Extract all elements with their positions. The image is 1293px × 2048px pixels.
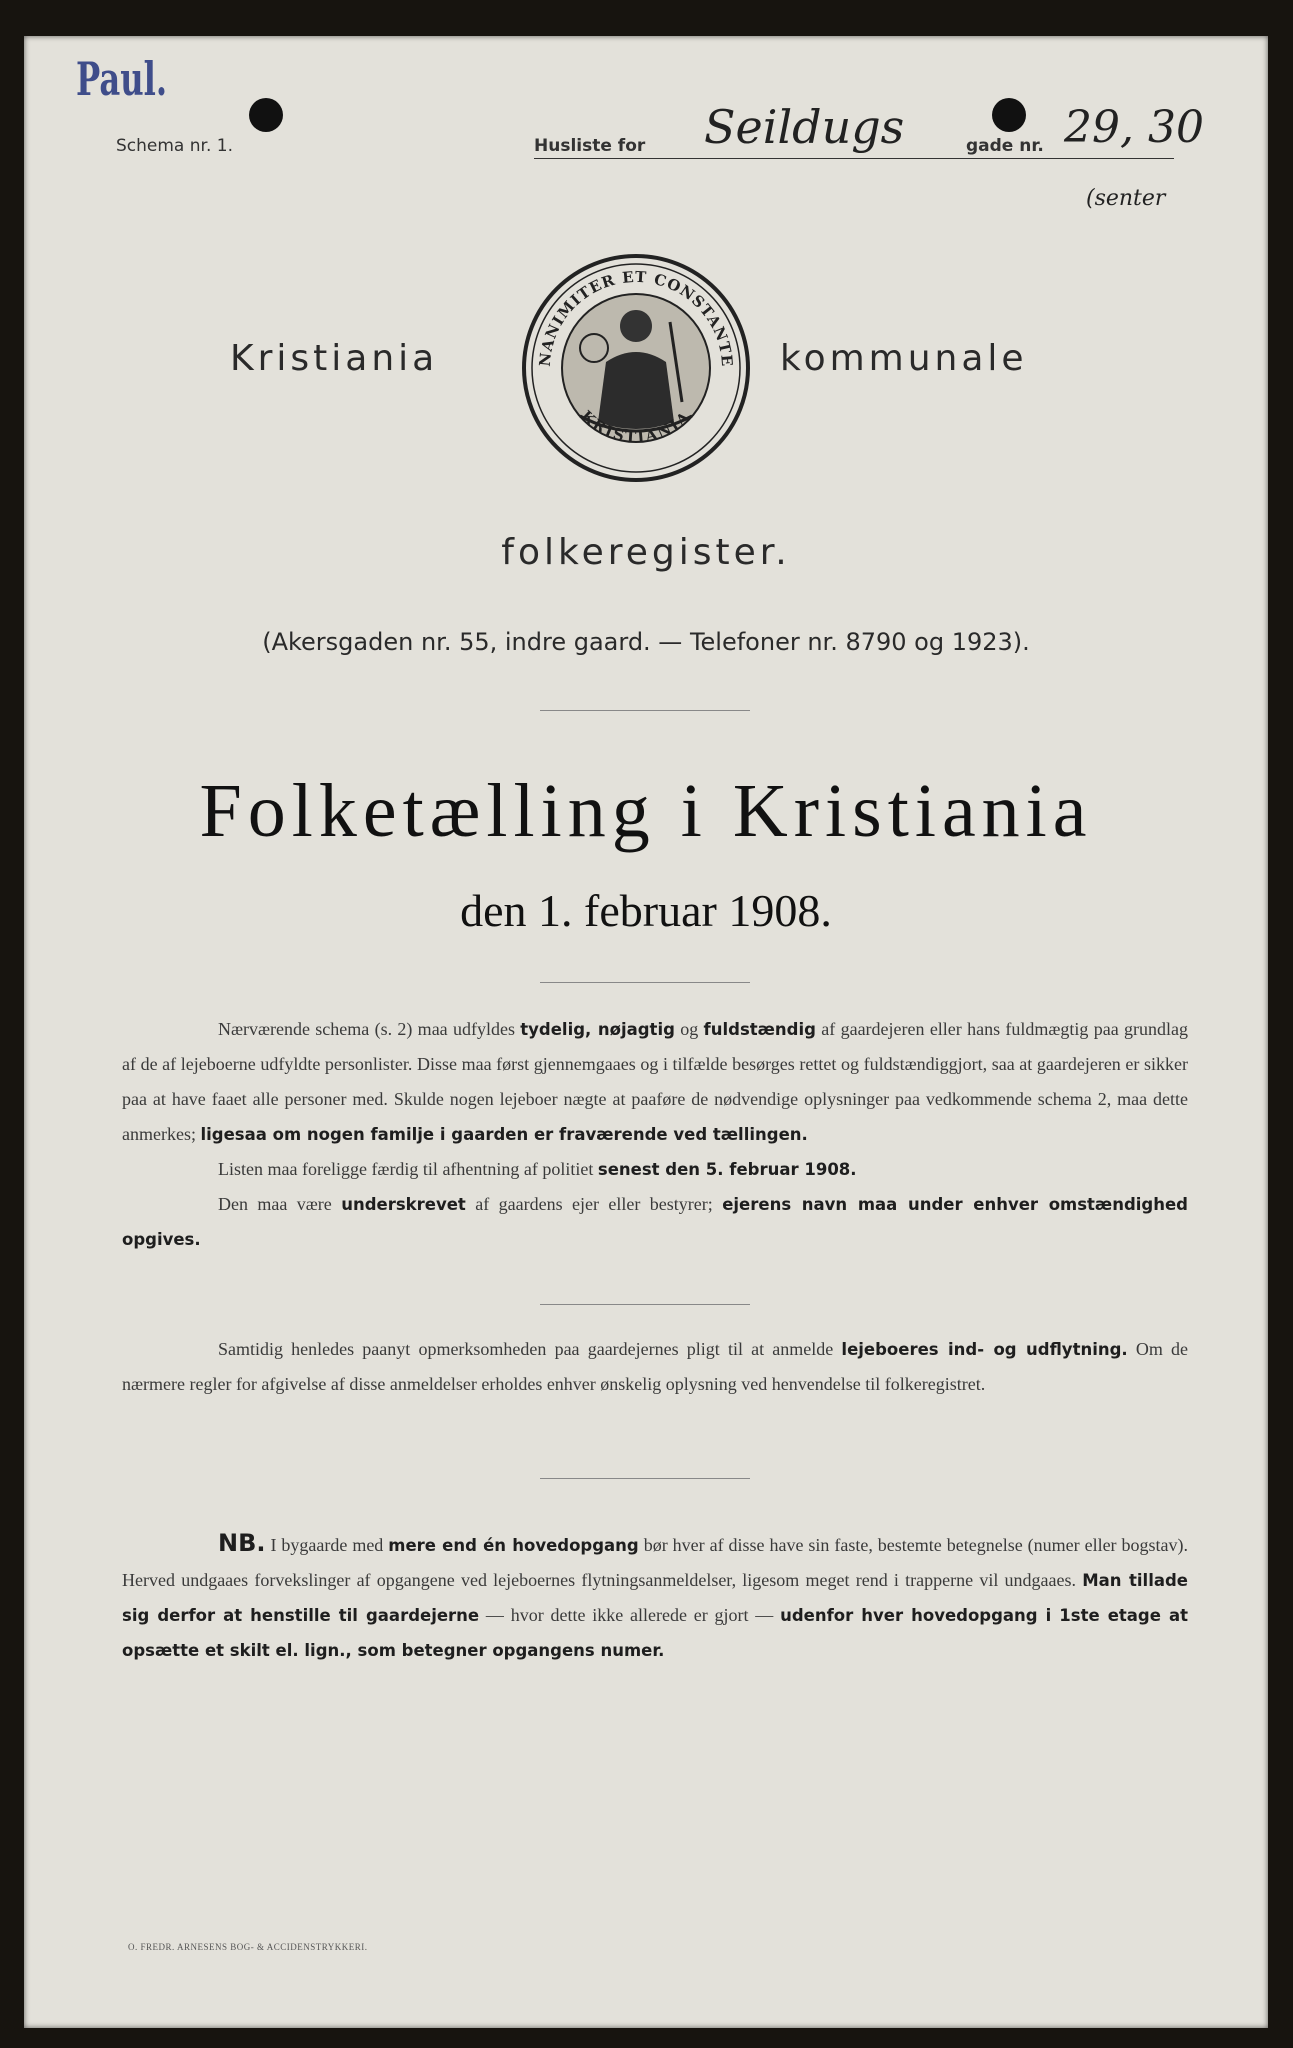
schema-label: Schema nr. 1. <box>116 136 233 156</box>
notice-section <box>122 1332 1188 1402</box>
divider-3 <box>540 1304 750 1305</box>
emphasized-text: lejeboeres ind- og udflytning. <box>841 1340 1128 1359</box>
gade-nr-label: gade nr. <box>966 136 1044 156</box>
body-text: Den maa være <box>218 1194 342 1214</box>
body-section <box>122 1012 1188 1257</box>
seal-top-text: NANIMITER ET CONSTANTE <box>535 267 737 368</box>
nb-text <box>122 1535 1188 1660</box>
emphasized-text: ejerens navn maa under enhver omstændighed opgives. <box>122 1195 1188 1249</box>
body-text: af gaardejeren eller hans fuldmægtig paa grundlag af de af lejeboerne udfyldte personlister. Disse maa først gjennemgaaes og i tilfælde besørges rettet og fuldstændiggjort, saa at gaardejeren er sikker paa at have faaet alle personer med. Skulde nogen lejeboer nægte at paaføre de nødvendige oplysninger paa vedkommende schema 2, maa dette anmerkes; <box>122 1019 1188 1144</box>
emphasized-text: fuldstændig <box>703 1020 816 1039</box>
divider-1 <box>540 710 750 711</box>
nb-section <box>122 1526 1188 1668</box>
printer-credit: O. FREDR. ARNESENS BOG- & ACCIDENSTRYKKERI. <box>128 1942 368 1952</box>
punch-hole-left <box>249 98 283 132</box>
emphasized-text: senest den 5. februar 1908. <box>597 1160 857 1179</box>
body-text: Om de nærmere regler for afgivelse af disse anmeldelser erholdes enhver ønskelig oplysning ved henvendelse til folkeregistret. <box>122 1339 1188 1394</box>
note-handwritten: (senter <box>1086 186 1166 211</box>
punch-hole-right <box>992 98 1026 132</box>
instruction-paragraph-2 <box>122 1152 1188 1187</box>
date-line: den 1. februar 1908. <box>460 885 832 936</box>
emphasized-text: tydelig, nøjagtig <box>520 1020 675 1039</box>
kristiania-seal <box>520 252 752 484</box>
body-text: — hvor dette ikke allerede er gjort — <box>479 1605 781 1625</box>
emphasized-text: Man tillade sig derfor at henstille til gaardejerne <box>122 1571 1188 1625</box>
stamp-name: Paul. <box>76 52 168 106</box>
husliste-label: Husliste for <box>534 136 646 156</box>
divider-4 <box>540 1478 750 1479</box>
body-text: og <box>674 1019 704 1039</box>
emphasized-text: underskrevet <box>341 1195 466 1214</box>
nb-paragraph <box>122 1526 1188 1668</box>
body-text: I bygaarde med <box>265 1535 389 1555</box>
house-numbers-handwritten: 29, 30 <box>1064 102 1204 153</box>
document-sheet <box>24 36 1268 2028</box>
notice-paragraph <box>122 1332 1188 1402</box>
seal-bottom-text: KRISTIANIA <box>577 406 695 447</box>
title-kristiania: Kristiania <box>230 338 439 379</box>
husliste-underline <box>534 158 1174 159</box>
body-text: bør hver af disse have sin faste, bestemte betegnelse (numer eller bogstav). Herved undgaaes forvekslinger af opgangene ved lejeboernes flytningsanmeldelser, ligesom meget rend i trapperne vil undgaaes. <box>122 1535 1188 1590</box>
main-title: Folketælling i Kristiania <box>199 769 1093 853</box>
body-text: af gaardens ejer eller bestyrer; <box>465 1194 723 1214</box>
emphasized-text: udenfor hver hovedopgang i 1ste etage at opsætte et skilt el. lign., som betegner opgangens numer. <box>122 1606 1188 1660</box>
instruction-paragraph-1 <box>122 1012 1188 1152</box>
street-name-handwritten: Seildugs <box>704 100 905 154</box>
instruction-paragraph-3 <box>122 1187 1188 1257</box>
title-kommunale: kommunale <box>780 338 1028 379</box>
body-text: Nærværende schema (s. 2) maa udfyldes <box>218 1019 521 1039</box>
emphasized-text: ligesaa om nogen familje i gaarden er fraværende ved tællingen. <box>200 1125 808 1144</box>
body-text: Samtidig henledes paanyt opmerksomheden paa gaardejernes pligt til at anmelde <box>218 1339 842 1359</box>
divider-2 <box>540 982 750 983</box>
address-line: (Akersgaden nr. 55, indre gaard. — Telefoner nr. 8790 og 1923). <box>262 628 1030 656</box>
subtitle-folkeregister: folkeregister. <box>501 532 791 573</box>
body-text: Listen maa foreligge færdig til afhentning af politiet <box>218 1159 598 1179</box>
nb-label: NB. <box>218 1529 266 1557</box>
emphasized-text: mere end én hovedopgang <box>388 1536 639 1555</box>
